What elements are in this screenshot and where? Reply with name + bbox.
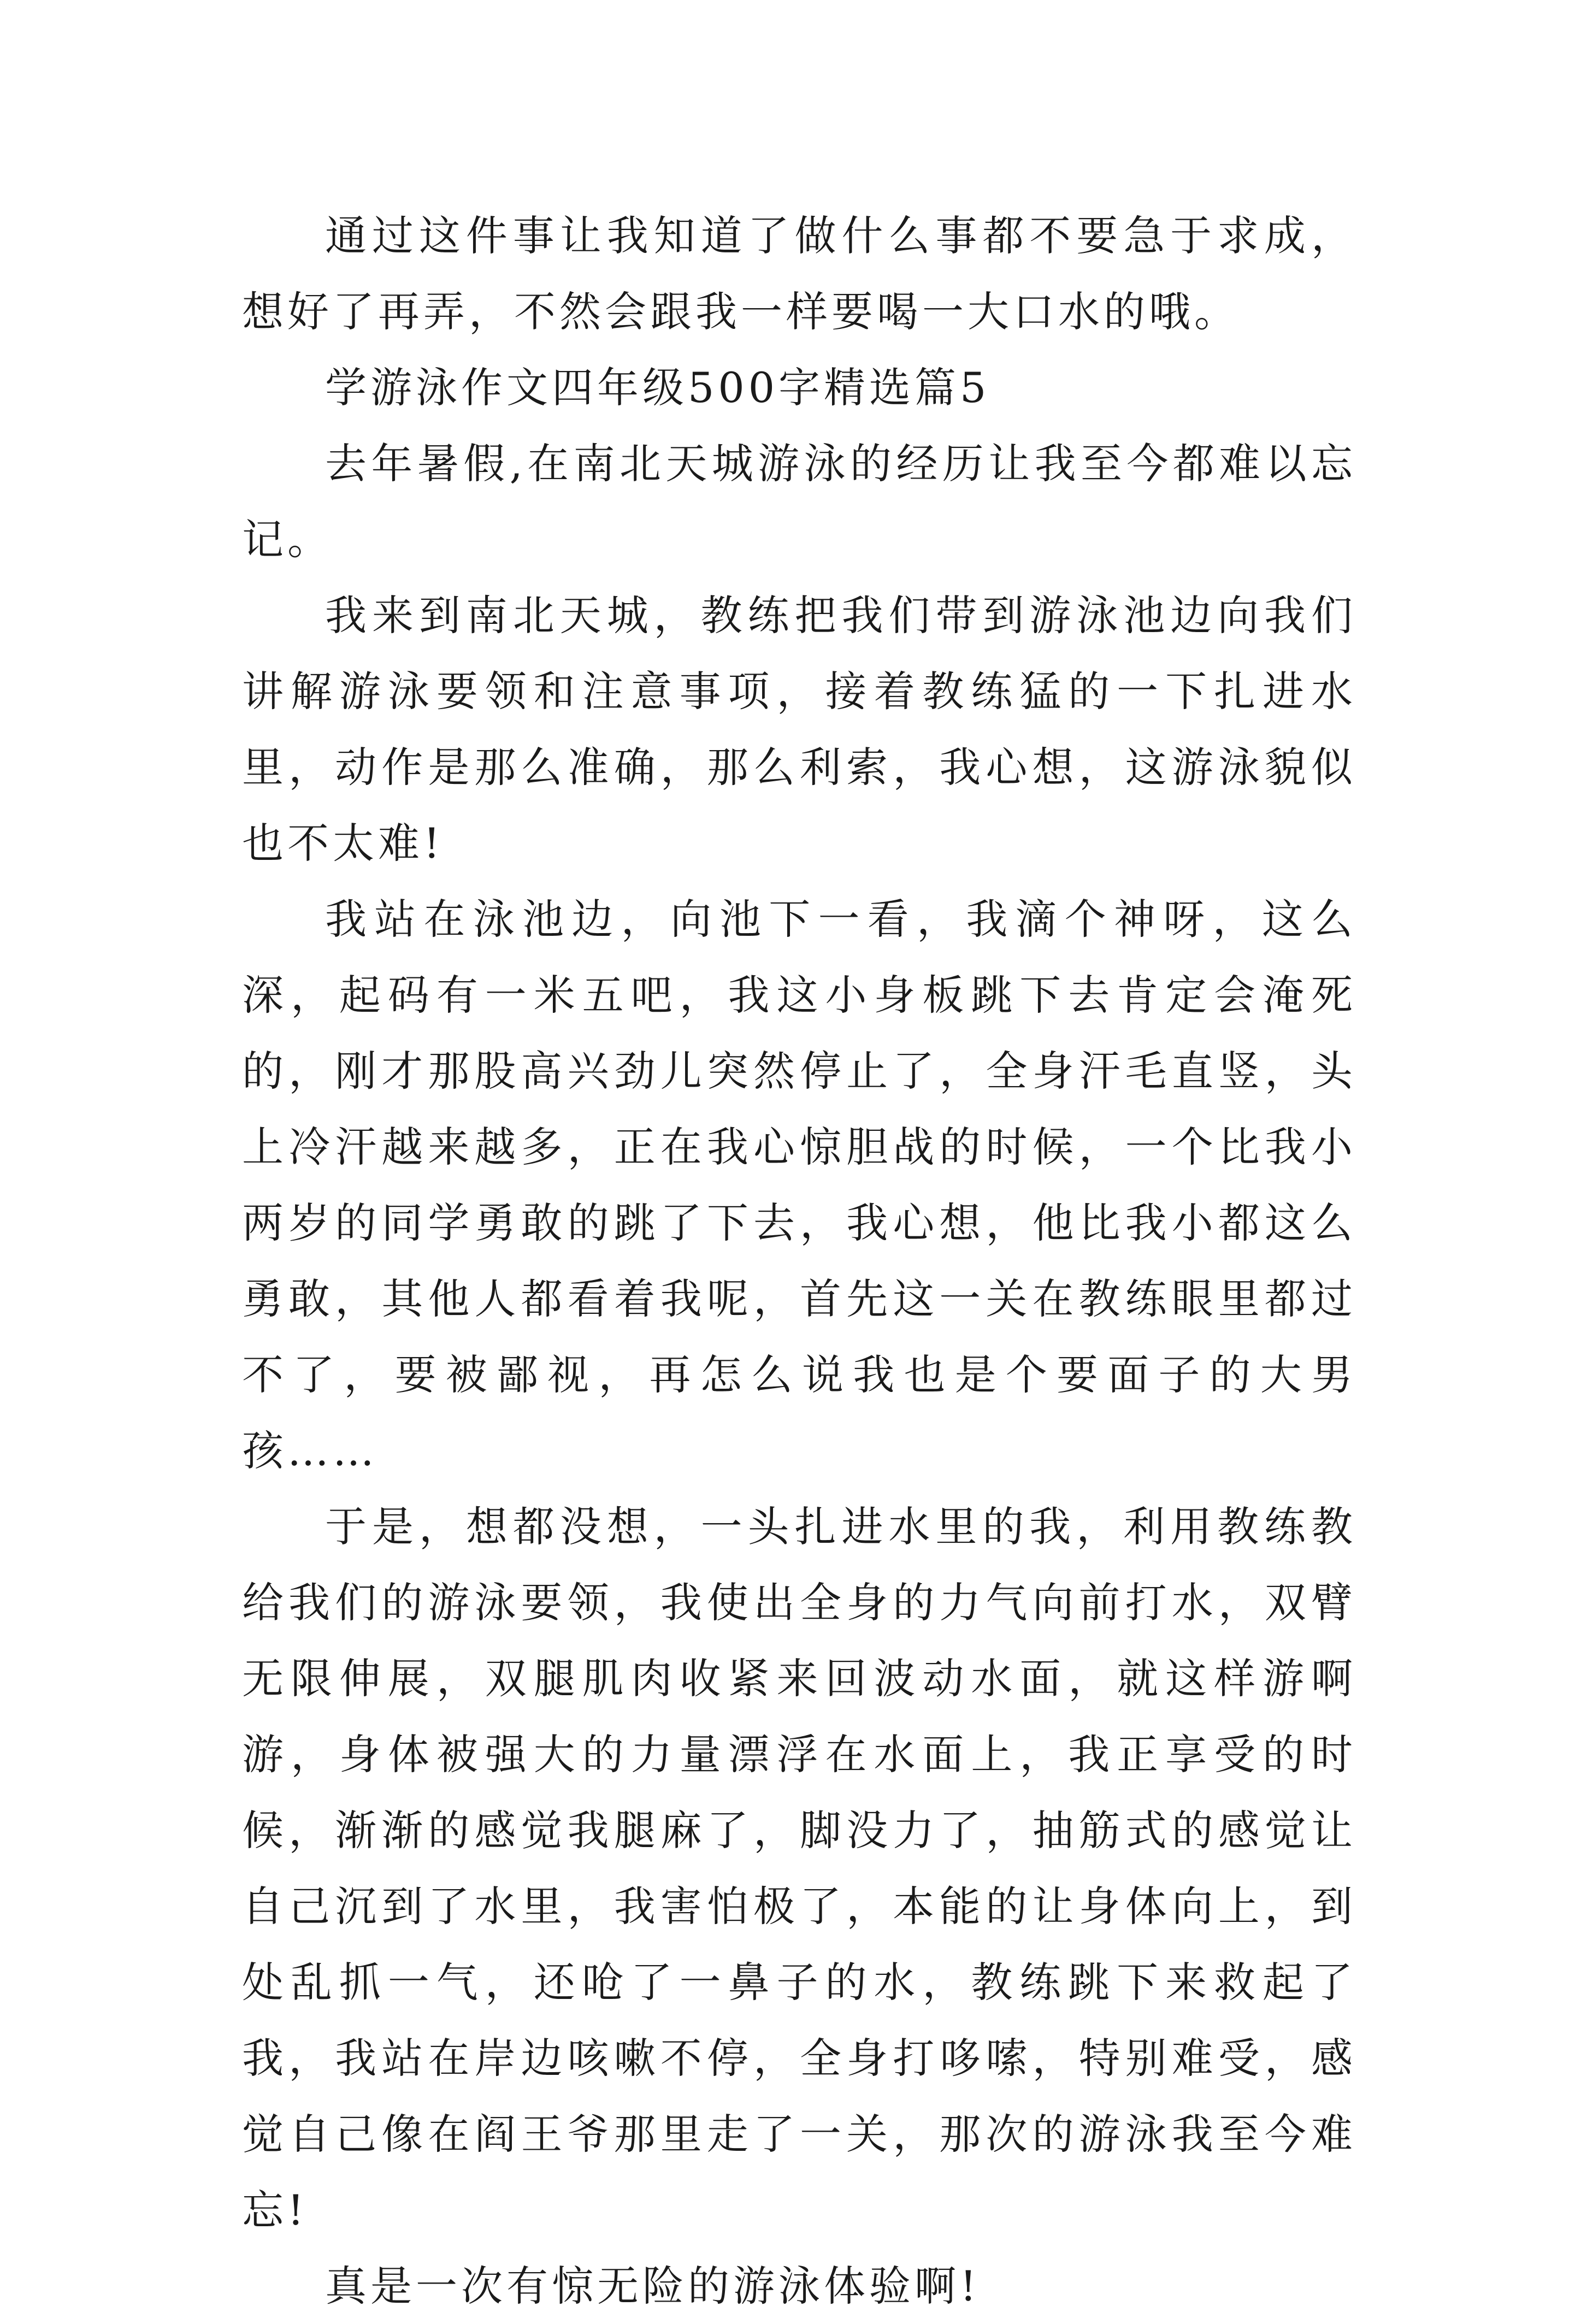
paragraph-ending: 真是一次有惊无险的游泳体验啊!	[325, 2262, 981, 2310]
paragraph-arrival: 我来到南北天城，教练把我们带到游泳池边向我们讲解游泳要领和注意事项，接着教练猛的一下扎进水里，动作是那么准确，那么利索，我心想，这游泳貌似也不太难!	[242, 591, 1356, 868]
paragraph-intro: 去年暑假,在南北天城游泳的经历让我至今都难以忘记。	[242, 439, 1356, 564]
paragraph-poolside: 我站在泳池边，向池下一看，我滴个神呀，这么深，起码有一米五吧，我这小身板跳下去肯定会淹死的，刚才那股高兴劲儿突然停止了，全身汗毛直竖，头上冷汗越来越多，正在我心惊胆战的时候，一个比我小两岁的同学勇敢的跳了下去，我心想，他比我小都这么勇敢，其他人都看着我呢，首先这一关在教练眼里都过不了，要被鄙视，再怎么说我也是个要面子的大男孩……	[242, 895, 1356, 1475]
section-heading: 学游泳作文四年级500字精选篇5	[325, 363, 990, 412]
paragraph-swimming: 于是，想都没想，一头扎进水里的我，利用教练教给我们的游泳要领，我使出全身的力气向前打水，双臂无限伸展，双腿肌肉收紧来回波动水面，就这样游啊游，身体被强大的力量漂浮在水面上，我正享受的时候，渐渐的感觉我腿麻了，脚没力了，抽筋式的感觉让自己沉到了水里，我害怕极了，本能的让身体向上，到处乱抓一气，还呛了一鼻子的水，教练跳下来救起了我，我站在岸边咳嗽不停，全身打哆嗦，特别难受，感觉自己像在阎王爷那里走了一关，那次的游泳我至今难忘!	[242, 1502, 1356, 2234]
paragraph-conclusion: 通过这件事让我知道了做什么事都不要急于求成，想好了再弄，不然会跟我一样要喝一大口水的哦。	[242, 211, 1356, 336]
document-body	[242, 198, 1356, 2324]
